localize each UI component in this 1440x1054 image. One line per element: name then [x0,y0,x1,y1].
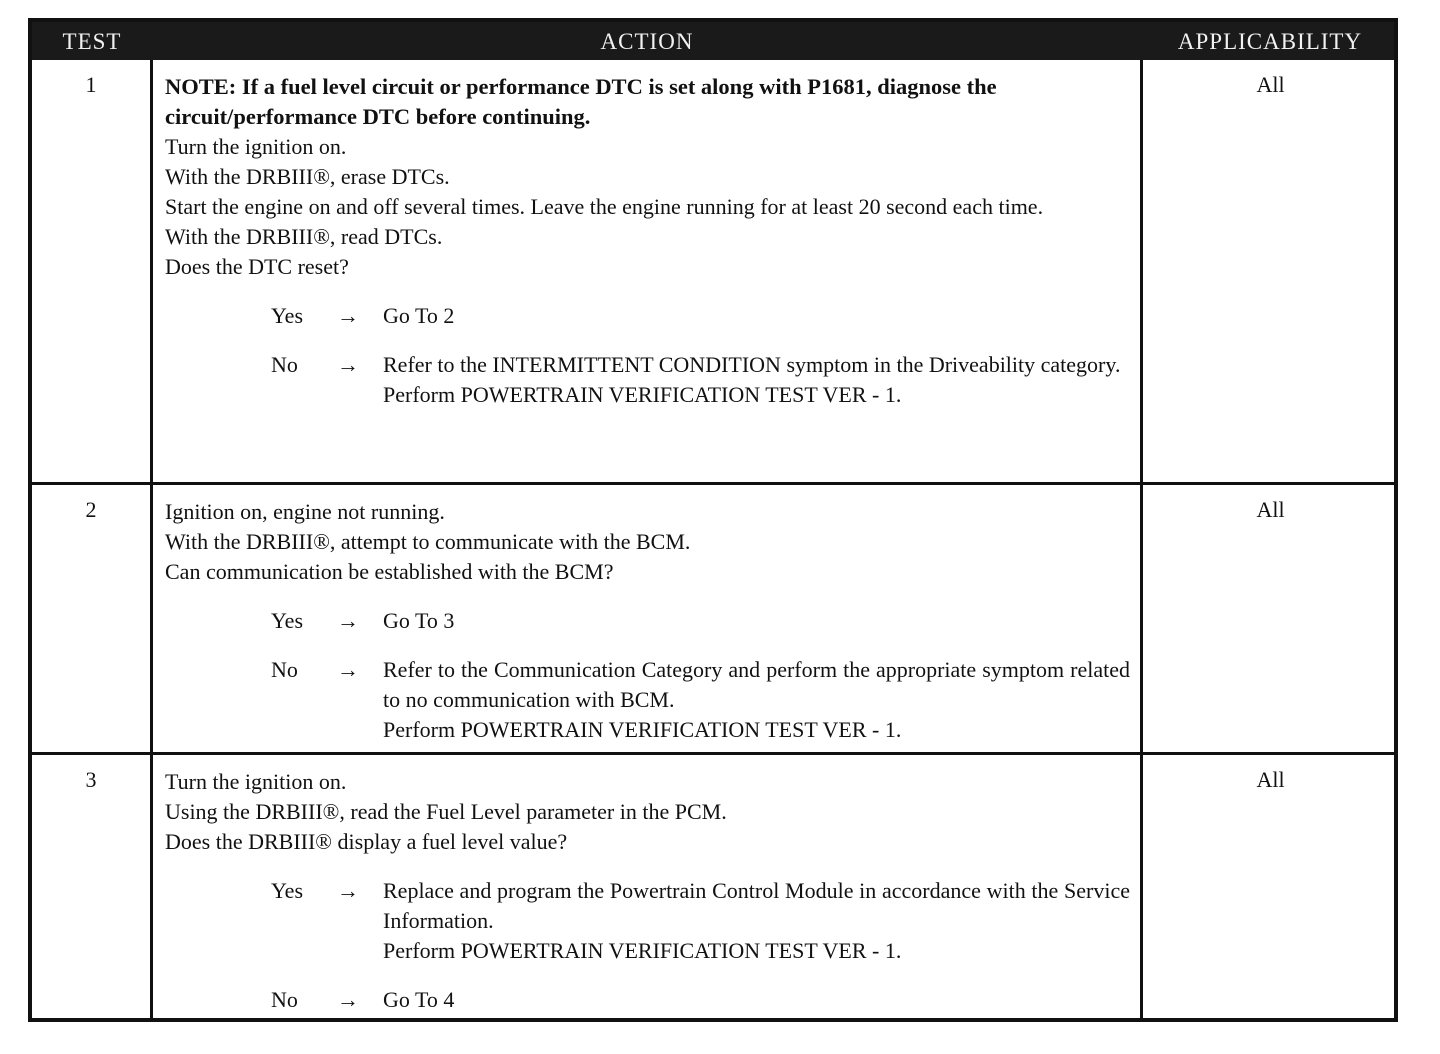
table-header [32,22,1394,60]
action-line: With the DRBIII®, attempt to communicate with the BCM. [165,529,691,554]
action-line: With the DRBIII®, erase DTCs. [165,164,450,189]
table-row [32,60,1394,485]
answer-body [383,350,1130,410]
answer-body [383,985,1130,1015]
test-number: 3 [85,767,97,792]
answer-no [271,985,1130,1015]
action-line: Does the DRBIII® display a fuel level value? [165,829,568,854]
arrow-right-icon: → [337,878,359,903]
action-cell [153,485,1140,752]
answer-yes [271,301,1130,331]
answer-no [271,350,1130,410]
header-applicability: APPLICABILITY [1177,29,1363,54]
answer-line: Replace and program the Powertrain Control Module in accordance with the Service Information. [383,878,1130,933]
applicability-cell: All [1256,497,1285,522]
answer-label: No [271,352,298,377]
answer-list [165,876,1130,1015]
answer-label: No [271,987,298,1012]
answer-line: Refer to the Communication Category and perform the appropriate symptom related to no communication with BCM. [383,657,1130,712]
answer-no [271,655,1130,745]
answer-line: Perform POWERTRAIN VERIFICATION TEST VER - 1. [383,717,902,742]
answer-label: No [271,657,298,682]
table-row [32,485,1394,755]
answer-line: Go To 2 [383,303,455,328]
test-number: 1 [85,72,97,97]
answer-line: Go To 4 [383,987,455,1012]
action-line: Can communication be established with the BCM? [165,559,614,584]
answer-label: Yes [271,878,304,903]
arrow-right-icon: → [337,987,359,1012]
answer-line: Perform POWERTRAIN VERIFICATION TEST VER - 1. [383,382,902,407]
answer-body [383,655,1130,745]
answer-line: Go To 3 [383,608,455,633]
action-line: Ignition on, engine not running. [165,499,445,524]
action-cell [153,755,1140,1018]
note-text: NOTE: If a fuel level circuit or performance DTC is set along with P1681, diagnose the circuit/performance DTC before continuing. [165,74,997,129]
answer-body [383,606,1130,636]
applicability-cell: All [1256,767,1285,792]
action-line: Turn the ignition on. [165,769,347,794]
answer-yes [271,606,1130,636]
action-line: With the DRBIII®, read DTCs. [165,224,443,249]
action-cell [153,60,1140,482]
answer-label: Yes [271,303,304,328]
answer-yes [271,876,1130,966]
header-action: ACTION [600,29,694,54]
arrow-right-icon: → [337,303,359,328]
action-line: Turn the ignition on. [165,134,347,159]
header-test: TEST [62,29,122,54]
test-number: 2 [85,497,97,522]
answer-body [383,876,1130,966]
answer-line: Perform POWERTRAIN VERIFICATION TEST VER - 1. [383,938,902,963]
arrow-right-icon: → [337,352,359,377]
answer-list [165,606,1130,745]
action-line: Start the engine on and off several times. Leave the engine running for at least 20 second each time. [165,194,1044,219]
arrow-right-icon: → [337,608,359,633]
applicability-cell: All [1256,72,1285,97]
action-line: Using the DRBIII®, read the Fuel Level parameter in the PCM. [165,799,727,824]
action-line: Does the DTC reset? [165,254,349,279]
answer-body [383,301,1130,331]
answer-label: Yes [271,608,304,633]
arrow-right-icon: → [337,657,359,682]
answer-line: Refer to the INTERMITTENT CONDITION symptom in the Driveability category. [383,352,1121,377]
table-row [32,755,1394,1018]
diagnostic-table [28,18,1398,1022]
answer-list [165,301,1130,410]
